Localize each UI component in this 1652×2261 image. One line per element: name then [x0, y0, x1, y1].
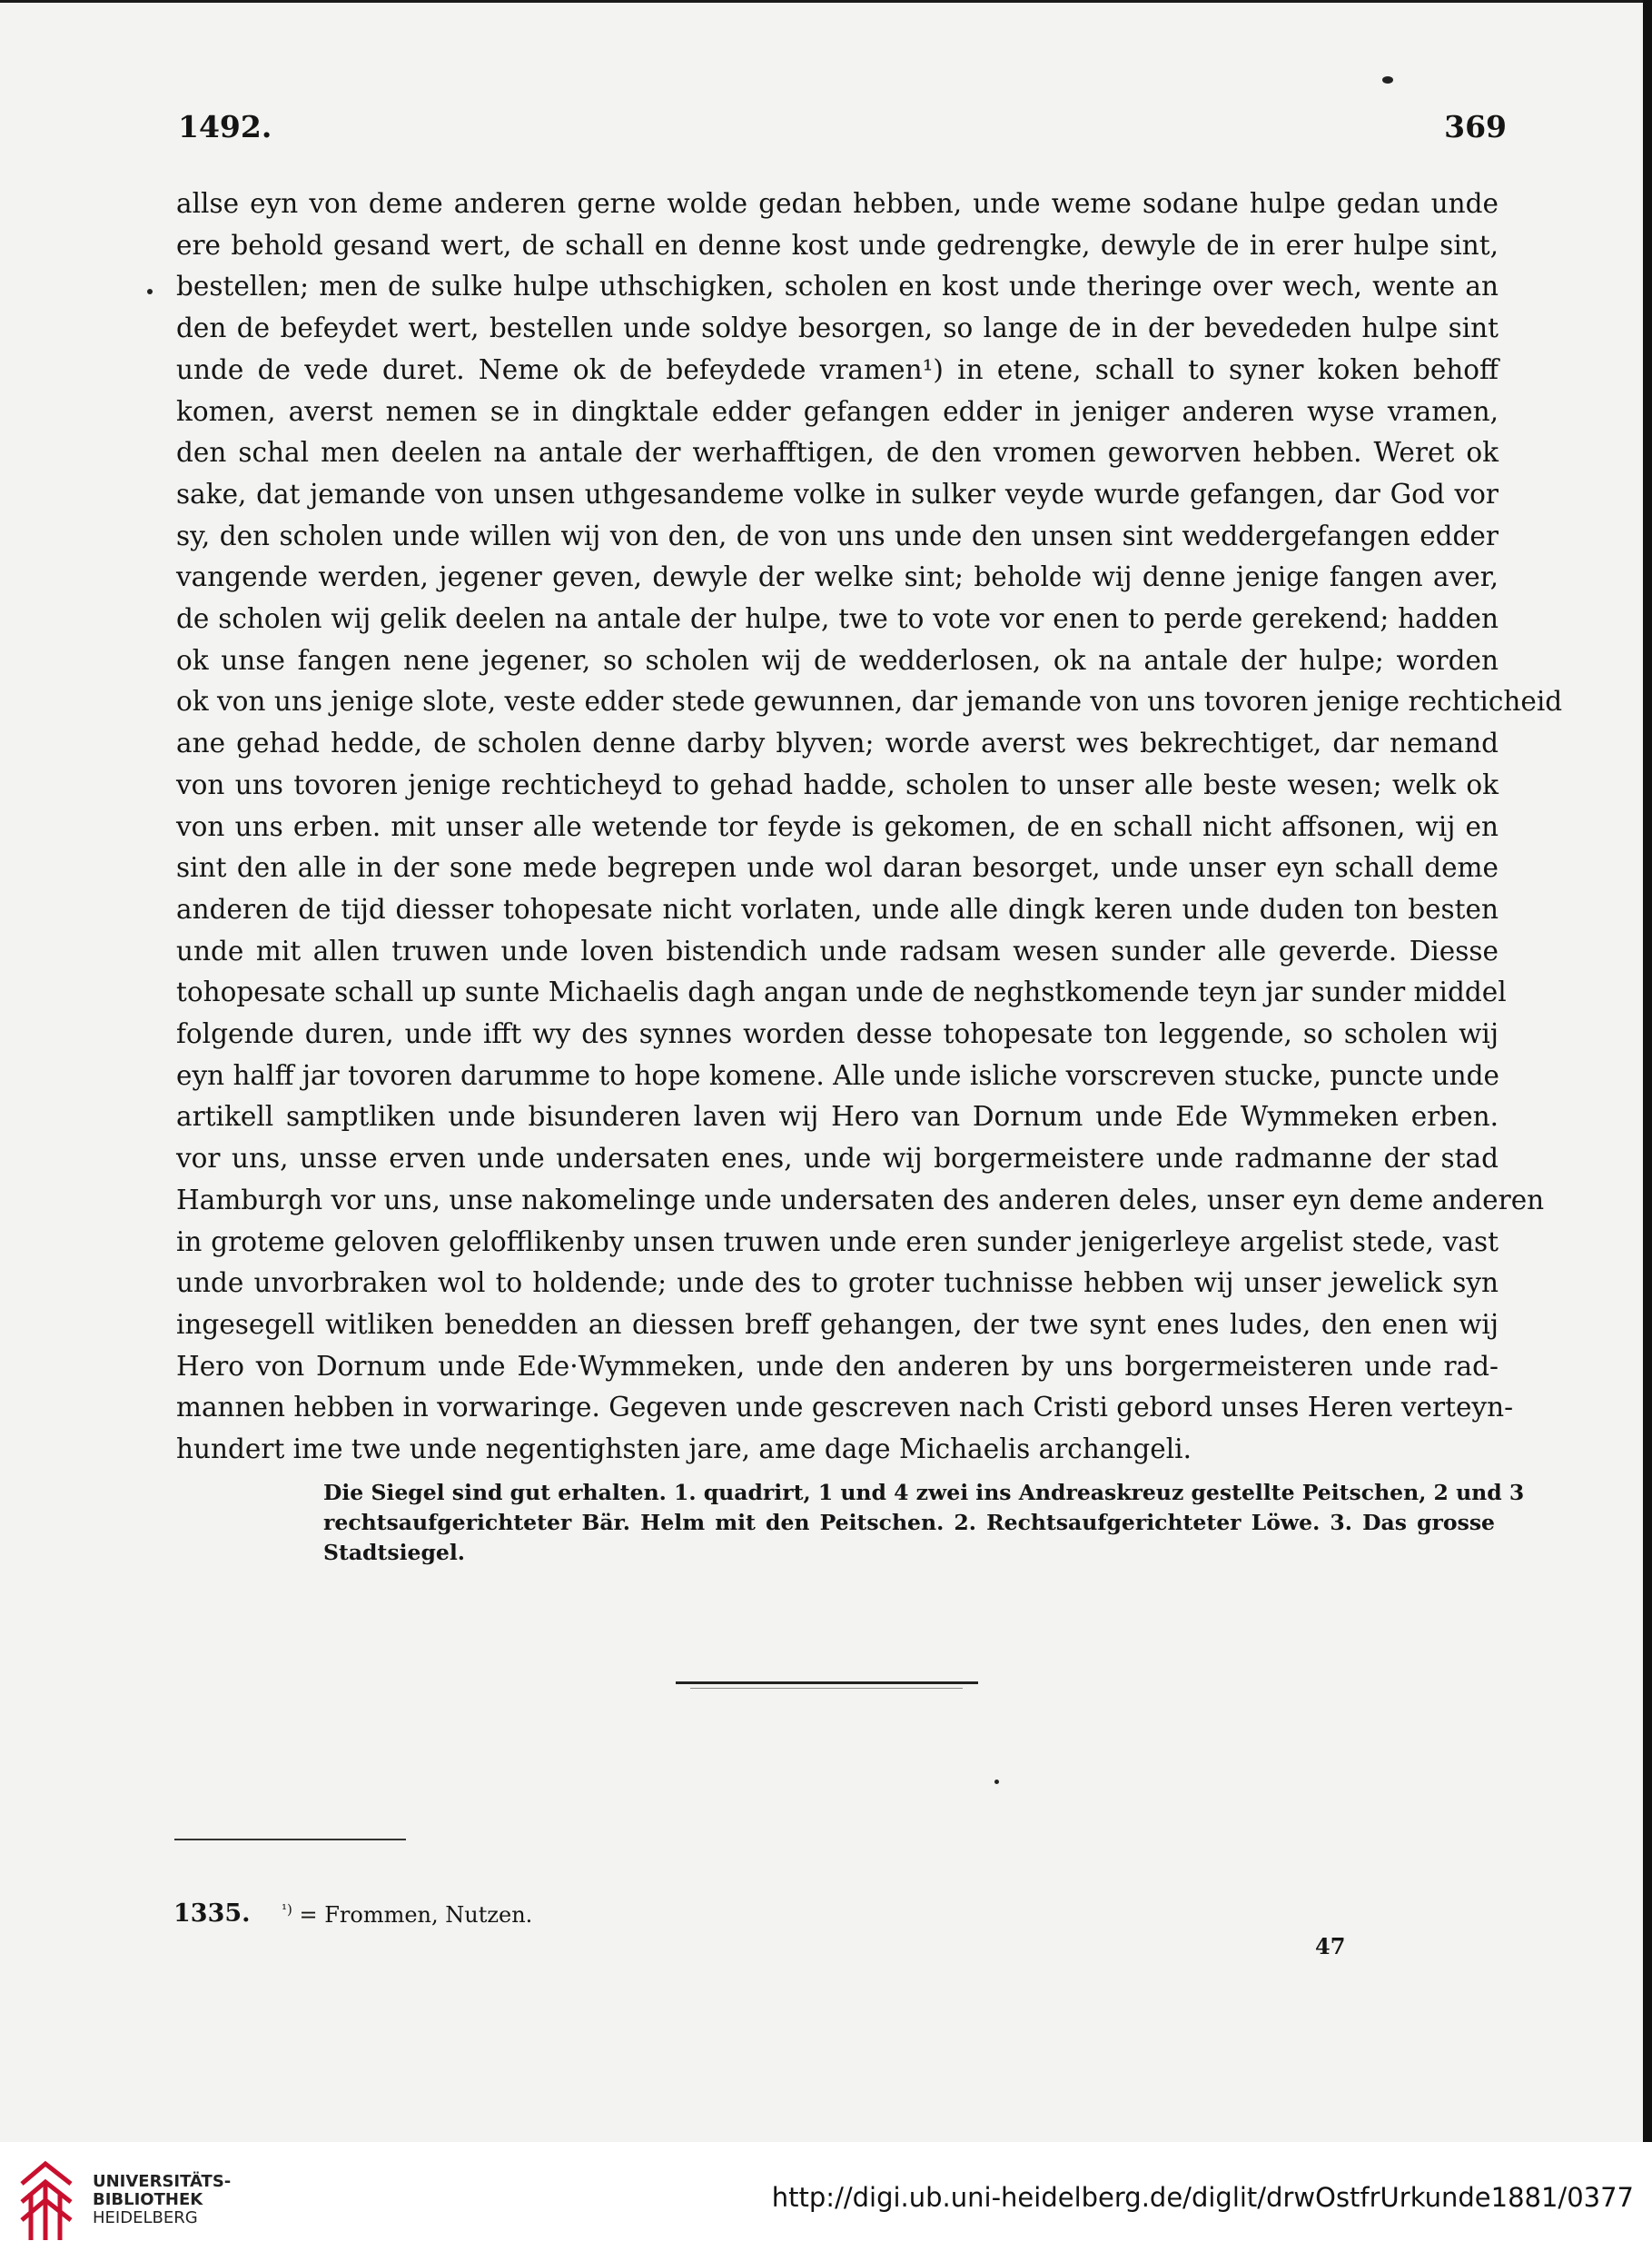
text-line: komen, averst nemen se in dingktale edder gefangen edder in jeniger anderen wyse vramen,: [176, 395, 1499, 427]
ink-speck: [1382, 76, 1393, 84]
footnote: [282, 1901, 532, 1928]
document-number: 1335.: [173, 1899, 251, 1928]
year-header: 1492.: [178, 109, 272, 144]
text-line: ok unse fangen nene jegener, so scholen wij de wedderlosen, ok na antale der hulpe; worden: [176, 644, 1499, 676]
text-line: den de befeydet wert, bestellen unde soldye besorgen, so lange de in der bevededen hulpe sint: [176, 312, 1499, 344]
text-line: in groteme geloven gelofflikenby unsen truwen unde eren sunder jenigerleye argelist stede, vast: [176, 1225, 1499, 1257]
signature-mark: 47: [1315, 1933, 1346, 1959]
page-top-edge: [0, 0, 1652, 3]
text-line: Hero von Dornum unde Ede·Wymmeken, unde den anderen by uns borgermeisteren unde rad-: [176, 1350, 1499, 1382]
text-line: folgende duren, unde ifft wy des synnes worden desse tohopesate ton leggende, so scholen wij: [176, 1018, 1499, 1050]
text-line: sint den alle in der sone mede begrepen unde wol daran besorget, unde unser eyn schall deme: [176, 852, 1499, 884]
text-line: sy, den scholen unde willen wij von den, de von uns unde den unsen sint weddergefangen edder: [176, 520, 1499, 551]
text-line: Hamburgh vor uns, unse nakomelinge unde undersaten des anderen deles, unser eyn deme anderen: [176, 1184, 1545, 1215]
text-line: mannen hebben in vorwaringe. Gegeven unde gescreven nach Cristi gebord unses Heren verteyn-: [176, 1392, 1514, 1423]
library-name-line: UNIVERSITÄTS-: [93, 2172, 232, 2191]
library-name-line: BIBLIOTHEK: [93, 2190, 203, 2209]
ink-speck: [994, 1780, 999, 1784]
text-line: vangende werden, jegener geven, dewyle der welke sint; beholde wij denne jenige fangen aver,: [176, 561, 1499, 593]
text-line: unde de vede duret. Neme ok de befeydede vramen¹) in etene, schall to syner koken behoff: [176, 353, 1499, 385]
charter-text: [176, 183, 1563, 1471]
text-line: de scholen wij gelik deelen na antale der hulpe, twe to vote vor enen to perde gerekend; hadden: [176, 603, 1499, 635]
footnote-rule: [174, 1839, 406, 1840]
library-name-line: HEIDELBERG: [93, 2208, 198, 2227]
text-line: eyn halff jar tovoren darumme to hope komene. Alle unde isliche vorscreven stucke, puncte unde: [176, 1059, 1499, 1091]
text-line: unde unvorbraken wol to holdende; unde des to groter tuchnisse hebben wij unser jewelick syn: [176, 1267, 1499, 1299]
text-line: bestellen; men de sulke hulpe uthschigken, scholen en kost unde theringe over wech, wente an: [176, 271, 1499, 302]
note-line: Stadtsiegel.: [323, 1540, 465, 1565]
page-right-edge: [1643, 0, 1652, 2142]
text-line: von uns tovoren jenige rechticheyd to gehad hadde, scholen to unser alle beste wesen; welk ok: [176, 769, 1499, 800]
viewer-footer: [0, 2142, 1652, 2261]
text-line: ere behold gesand wert, de schall en denne kost unde gedrengke, dewyle de in erer hulpe sint,: [176, 229, 1499, 261]
text-line: hundert ime twe unde negentighsten jare, ame dage Michaelis archangeli.: [176, 1433, 1192, 1465]
footnote-text: = Frommen, Nutzen.: [299, 1902, 533, 1928]
text-line: anderen de tijd diesser tohopesate nicht vorlaten, unde alle dingk keren unde duden ton besten: [176, 893, 1499, 925]
library-logo-icon[interactable]: [18, 2157, 74, 2247]
text-line: sake, dat jemande von unsen uthgesandeme volke in sulker veyde wurde gefangen, dar God vor: [176, 478, 1499, 510]
text-line: den schal men deelen na antale der werhafftigen, de den vromen geworven hebben. Weret ok: [176, 437, 1499, 469]
page-number: 369: [1444, 109, 1507, 144]
text-line: ane gehad hedde, de scholen denne darby blyven; worde averst wes bekrechtiget, dar nemand: [176, 728, 1499, 759]
ink-speck: [147, 289, 153, 294]
seal-note: [323, 1478, 1525, 1568]
text-line: ingesegell witliken benedden an diessen breff gehangen, der twe synt enes ludes, den enen wij: [176, 1308, 1499, 1340]
section-end-rule: [676, 1681, 978, 1684]
note-line: rechtsaufgerichteter Bär. Helm mit den Peitschen. 2. Rechtsaufgerichteter Löwe. 3. Das grosse: [323, 1510, 1495, 1535]
text-line: vor uns, unsse erven unde undersaten enes, unde wij borgermeistere unde radmanne der stad: [176, 1143, 1499, 1175]
text-line: ok von uns jenige slote, veste edder stede gewunnen, dar jemande von uns tovoren jenige rechticheid: [176, 686, 1563, 718]
footnote-marker: ¹): [282, 1901, 292, 1918]
text-line: von uns erben. mit unser alle wetende tor feyde is gekomen, de en schall nicht affsonen, wij en: [176, 810, 1499, 842]
permalink-url[interactable]: http://digi.ub.uni-heidelberg.de/diglit/drwOstfrUrkunde1881/0377: [771, 2182, 1634, 2213]
section-end-rule-thin: [690, 1688, 963, 1689]
text-line: allse eyn von deme anderen gerne wolde gedan hebben, unde weme sodane hulpe gedan unde: [176, 188, 1499, 219]
text-line: unde mit allen truwen unde loven bistendich unde radsam wesen sunder alle geverde. Diesse: [176, 935, 1499, 967]
library-name: [93, 2173, 231, 2227]
text-line: tohopesate schall up sunte Michaelis dagh angan unde de neghstkomende teyn jar sunder middel: [176, 977, 1507, 1008]
text-line: artikell samptliken unde bisunderen laven wij Hero van Dornum unde Ede Wymmeken erben.: [176, 1101, 1499, 1133]
note-line: Die Siegel sind gut erhalten. 1. quadrirt, 1 und 4 zwei ins Andreaskreuz gestellte Peitschen, 2 und 3: [323, 1480, 1525, 1505]
